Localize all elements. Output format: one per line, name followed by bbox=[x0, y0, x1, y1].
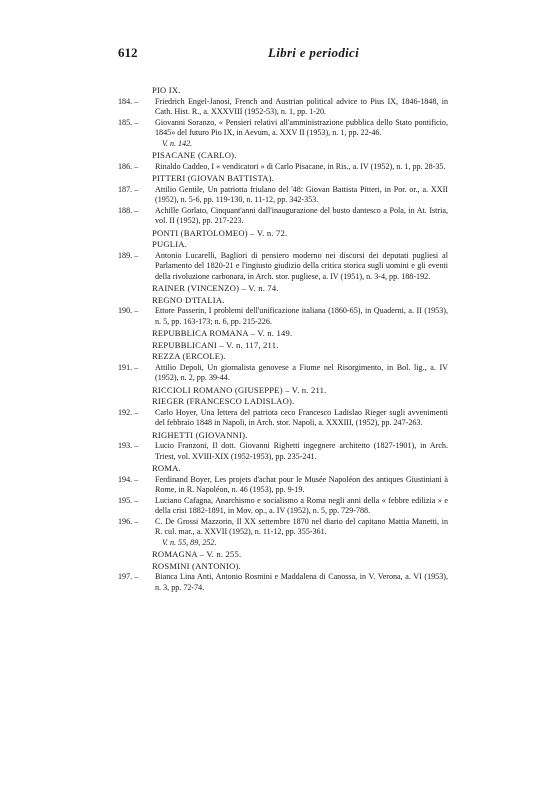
entry-number: 186. – bbox=[118, 161, 139, 171]
cross-reference: V. n. 55, 89, 252. bbox=[162, 537, 217, 547]
entry-text: Lucio Franzoni, Il dott. Giovanni Righetti ingegnere architetto (1827-1901), in Arch. Triest, vol. XVIII-XIX (1952-1953), pp. 235-241. bbox=[155, 441, 448, 461]
subject-heading: PUGLIA. bbox=[152, 239, 188, 249]
entry-number: 184. – bbox=[118, 96, 139, 106]
entry-text: Attilio Gentile, Un patriotta friulano del '48: Giovan Battista Pitteri, in Por. or., a. XXII (1952), n. 5-6, pp. 119-130, n. 11-12, pp. 342-353. bbox=[155, 184, 448, 204]
entry-text: Antonio Lucarelli, Bagliori di pensiero moderno nei discorsi dei deputati pugliesi al Parlamento del 1820-21 e l'ingiusto giudizio della critica storica sugli uomini e gli eventi della rivoluzione carbonara, in Arch. stor. pugliese, a. IV (1951), n. 3-4, pp. 188-192. bbox=[155, 250, 448, 281]
subject-heading: REPUBBLICANI – V. n. 117, 211. bbox=[152, 339, 279, 350]
bibliography-entry bbox=[118, 363, 448, 384]
entry-text: Attilio Depoli, Un giornalista genovese a Fiume nel Risorgimento, in Bol. lig., a. IV (1952), n. 2, pp. 39-44. bbox=[155, 362, 448, 382]
subject-heading: RIEGER (FRANCESCO LADISLAO). bbox=[152, 396, 295, 406]
entry-text: Rinaldo Caddeo, I « vendicatori » di Carlo Pisacane, in Ris., a. IV (1952), n. 1, pp. 28-35. bbox=[155, 161, 446, 171]
subject-heading: PISACANE (CARLO). bbox=[152, 150, 237, 160]
entry-text: Ettore Passerin, I problemi dell'unificazione italiana (1860-65), in Quaderni, a. II (1953), n. 5, pp. 163-173; n. 6, pp. 215-226. bbox=[155, 306, 448, 326]
entry-number: 192. – bbox=[118, 407, 139, 417]
bibliography-entry bbox=[118, 97, 448, 118]
bibliography-entry bbox=[118, 572, 448, 593]
entry-text: Giovanni Soranzo, « Pensieri relativi all'amministrazione pubblica dello Stato pontificio, 1845» del futuro Pio IX, in Aevum, a. XXV II (1953), n. 1, pp. 22-46. bbox=[155, 117, 448, 137]
subject-heading: RIGHETTI (GIOVANNI). bbox=[152, 429, 248, 440]
bibliography-entry bbox=[118, 251, 448, 283]
bibliography-list bbox=[118, 84, 448, 593]
entry-text: Ferdinand Boyer, Les projets d'achat pour le Musée Napoléon des antiques Giustiniani à Rome, in R. Napoléon, n. 46 (1953), pp. 9-19. bbox=[155, 474, 448, 494]
subject-heading: REZZA (ERCOLE). bbox=[152, 351, 226, 361]
entry-number: 194. – bbox=[118, 474, 139, 484]
entry-text: Carlo Hoyer, Una lettera del patriota ceco Francesco Ladislao Rieger sugli avvenimenti del febbraio 1848 in Napoli, in Arch. stor. Napoli, a. XXXIII, (1952), pp. 247-263. bbox=[155, 407, 448, 427]
bibliography-entry bbox=[118, 162, 448, 173]
running-title: Libri e periodici bbox=[268, 45, 360, 60]
page-header bbox=[118, 45, 440, 65]
subject-heading: ROMA. bbox=[152, 463, 181, 473]
entry-text: C. De Grossi Mazzorin, Il XX settembre 1870 nel diario del capitano Mattia Manetti, in R. cul. mar., a. XXVII (1952), n. 11-12, pp. 355-361. bbox=[155, 516, 448, 536]
subject-heading: PONTI (BARTOLOMEO) – V. n. 72. bbox=[152, 227, 288, 238]
entry-text: Luciano Cafagna, Anarchismo e socialismo a Roma negli anni della « febbre edilizia » e della crisi 1882-1891, in Mov. op., a. IV (1952), n. 5, pp. 729-788. bbox=[155, 495, 448, 515]
entry-number: 191. – bbox=[118, 362, 139, 372]
subject-heading: ROSMINI (ANTONIO). bbox=[152, 560, 241, 571]
entry-text: Bianca Lina Anti, Antonio Rosmini e Maddalena di Canossa, in V. Verona, a. VI (1953), n. 3, pp. 72-74. bbox=[155, 572, 448, 592]
subject-heading: RAINER (VINCENZO) – V. n. 74. bbox=[152, 283, 279, 293]
subject-heading: PIO IX. bbox=[152, 85, 181, 95]
entry-text: Friedrich Engel-Janosi, French and Austrian political advice to Pius IX, 1846-1848, in Cath. Hist. R., a. XXXVIII (1952-53), n. 1, pp. 1-20. bbox=[155, 96, 448, 116]
entry-text: Achille Gorlato, Cinquant'anni dall'inaugurazione del busto dantesco a Pola, in At. Istria, vol. II (1952), pp. 217-223. bbox=[155, 205, 448, 225]
bibliography-entry bbox=[118, 475, 448, 496]
subject-heading: ROMAGNA – V. n. 255. bbox=[152, 549, 242, 559]
entry-number: 188. – bbox=[118, 205, 139, 215]
subject-heading: REGNO D'ITALIA. bbox=[152, 294, 225, 305]
entry-number: 189. – bbox=[118, 250, 139, 260]
bibliography-entry bbox=[118, 441, 448, 462]
bibliography-entry bbox=[118, 206, 448, 227]
bibliography-entry bbox=[118, 118, 448, 139]
bibliography-entry bbox=[118, 408, 448, 429]
bibliography-entry bbox=[118, 517, 448, 538]
entry-number: 193. – bbox=[118, 441, 139, 450]
entry-number: 190. – bbox=[118, 306, 139, 315]
subject-heading: PITTERI (GIOVAN BATTISTA). bbox=[152, 173, 275, 183]
entry-number: 187. – bbox=[118, 184, 139, 194]
entry-number: 197. – bbox=[118, 572, 139, 581]
bibliography-entry bbox=[118, 496, 448, 517]
subject-heading: REPUBBLICA ROMANA – V. n. 149. bbox=[152, 328, 293, 338]
bibliography-entry bbox=[118, 185, 448, 206]
subject-heading: RICCIOLI ROMANO (GIUSEPPE) – V. n. 211. bbox=[152, 384, 327, 395]
entry-number: 185. – bbox=[118, 117, 139, 127]
entry-number: 195. – bbox=[118, 495, 139, 505]
bibliography-entry bbox=[118, 306, 448, 327]
entry-number: 196. – bbox=[118, 516, 139, 526]
page-number: 612 bbox=[118, 45, 138, 60]
cross-reference: V. n. 142. bbox=[162, 138, 193, 148]
